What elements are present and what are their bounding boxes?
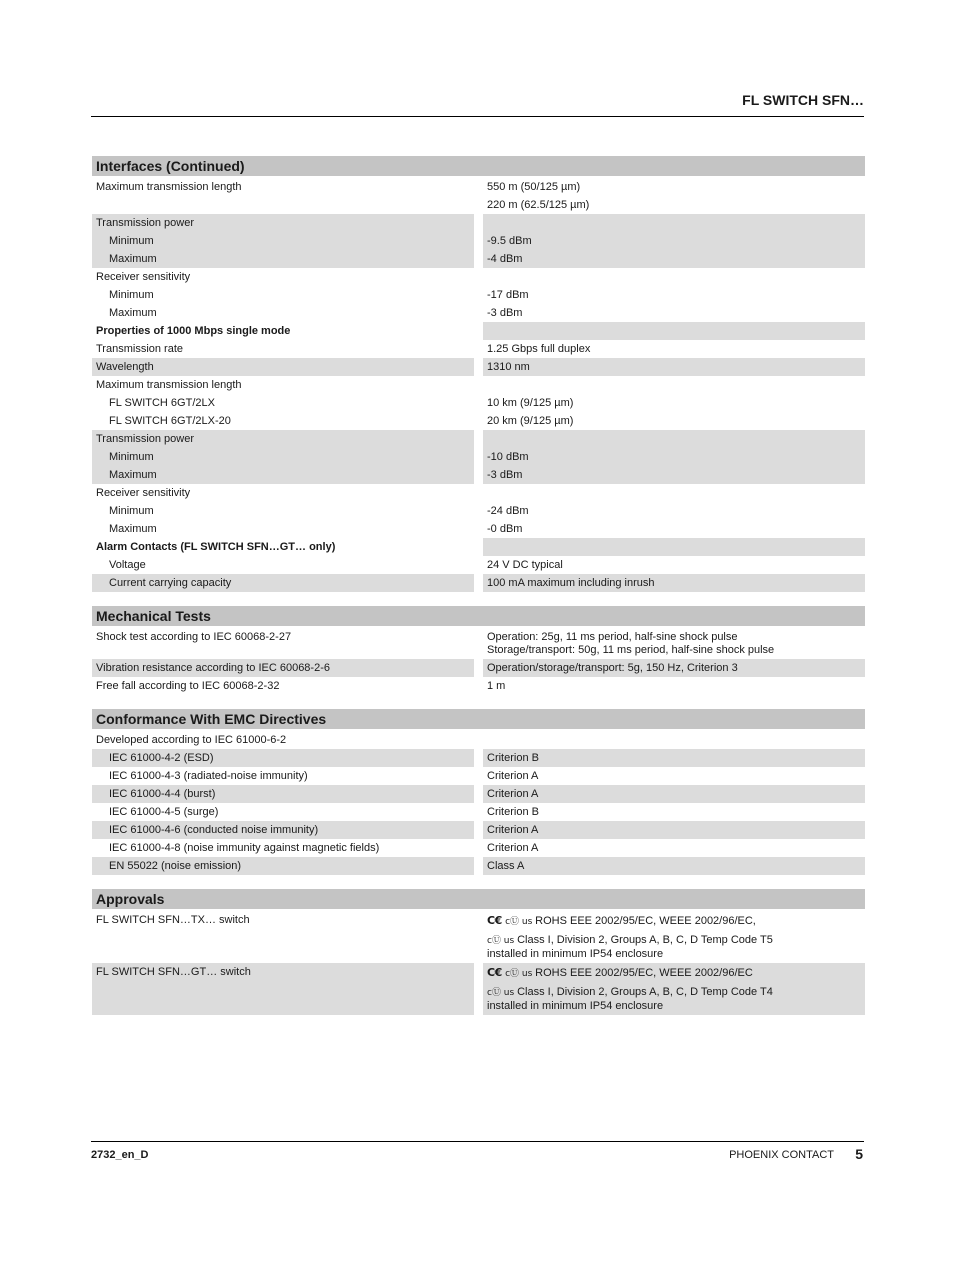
label-line: Minimum [109,504,154,517]
value-line [487,734,861,747]
table-row [92,484,865,538]
label-line: IEC 61000-4-2 (ESD) [109,751,214,764]
row-label [92,556,474,574]
value-line: -10 dBm [487,450,529,463]
spec-tables [92,156,865,1029]
value-line: Operation/storage/transport: 5g, 150 Hz, Criterion 3 [487,661,738,674]
table-row [92,430,865,484]
row-value [483,484,865,538]
row-label [92,767,474,785]
value-line [487,433,861,446]
value-line: 220 m (62.5/125 µm) [487,198,590,211]
value-line: Operation: 25g, 11 ms period, half-sine shock pulse Storage/transport: 50g, 11 ms period, half-sine shock pulse [487,630,775,656]
row-value [483,821,865,839]
value-line: -9.5 dBm [487,234,532,247]
label-line: Maximum [109,468,157,481]
label-line: FL SWITCH 6GT/2LX-20 [109,414,231,427]
row-value [483,785,865,803]
row-label [92,628,474,659]
label-line: Minimum [109,234,154,247]
label-line: Vibration resistance according to IEC 60068-2-6 [96,661,330,674]
table-row [92,911,865,963]
table-row [92,749,865,767]
row-label [92,659,474,677]
row-value [483,749,865,767]
label-line: IEC 61000-4-4 (burst) [109,787,216,800]
row-label [92,358,474,376]
section-1 [92,606,865,695]
footer-rule [91,1141,864,1142]
row-label [92,749,474,767]
approval-text: Class I, Division 2, Groups A, B, C, D Temp Code T4 installed in minimum IP54 enclosure [487,985,773,1012]
value-line: 1.25 Gbps full duplex [487,342,591,355]
table-row [92,821,865,839]
row-value [483,178,865,214]
row-label [92,839,474,857]
row-value [483,358,865,376]
row-value [483,659,865,677]
ce-mark-icon: C€ [487,965,506,979]
row-value [483,839,865,857]
value-line [487,986,861,1013]
row-label [92,484,474,538]
section-header: Conformance With EMC Directives [92,709,865,729]
row-label [92,214,474,268]
row-label [92,857,474,875]
row-label [92,268,474,322]
row-value [483,268,865,322]
row-label [92,677,474,695]
row-label [92,821,474,839]
label-line: Minimum [109,450,154,463]
row-value [483,911,865,963]
value-line: Criterion A [487,841,539,854]
section-3 [92,889,865,1015]
value-line: 10 km (9/125 µm) [487,396,574,409]
table-row [92,358,865,376]
table-row [92,574,865,592]
table-row [92,268,865,322]
value-line [487,914,861,929]
value-line: Class A [487,859,525,872]
label-line: Minimum [109,288,154,301]
row-value [483,340,865,358]
table-row [92,963,865,1015]
footer-doc-number: 2732_en_D [91,1149,149,1161]
label-line: EN 55022 (noise emission) [109,859,242,872]
value-line: -24 dBm [487,504,529,517]
section-2 [92,709,865,875]
label-line: IEC 61000-4-5 (surge) [109,805,219,818]
row-value [483,214,865,268]
label-line: Current carrying capacity [109,576,232,589]
label-line: Receiver sensitivity [96,486,191,499]
row-value [483,857,865,875]
value-line [487,541,861,554]
section-header: Mechanical Tests [92,606,865,626]
row-value [483,803,865,821]
value-line: Criterion B [487,805,539,818]
cul-us-mark-icon: cⓊ us [487,935,518,946]
row-value [483,574,865,592]
label-line: Maximum transmission length [96,378,242,391]
value-line [487,966,861,981]
row-label [92,178,474,214]
table-row [92,376,865,430]
value-line: -4 dBm [487,252,523,265]
table-row [92,322,865,340]
label-line: FL SWITCH SFN…TX… switch [96,913,250,926]
row-value [483,628,865,659]
cul-us-mark-icon: cⓊ us [505,968,536,979]
ce-mark-icon: C€ [487,913,506,927]
table-row [92,628,865,659]
label-line: Maximum [109,522,157,535]
row-value [483,677,865,695]
row-value [483,556,865,574]
table-row [92,538,865,556]
page-number: 5 [855,1146,863,1162]
table-row [92,839,865,857]
label-line: Maximum [109,306,157,319]
row-value [483,322,865,340]
row-value [483,430,865,484]
label-line: Transmission rate [96,342,184,355]
value-line: 20 km (9/125 µm) [487,414,574,427]
table-row [92,556,865,574]
label-line: Shock test according to IEC 60068-2-27 [96,630,292,643]
row-label [92,785,474,803]
label-line: Wavelength [96,360,154,373]
row-value [483,376,865,430]
table-row [92,731,865,749]
row-value [483,767,865,785]
value-line: -3 dBm [487,468,523,481]
table-row [92,857,865,875]
header-rule [91,116,864,117]
value-line [487,325,861,338]
label-line: Developed according to IEC 61000-6-2 [96,733,287,746]
row-label [92,376,474,430]
label-line: Maximum [109,252,157,265]
section-header: Interfaces (Continued) [92,156,865,176]
row-label [92,340,474,358]
value-line: Criterion A [487,787,539,800]
value-line [487,487,861,500]
approval-text: Class I, Division 2, Groups A, B, C, D Temp Code T5 installed in minimum IP54 enclosure [487,933,773,960]
value-line: 550 m (50/125 µm) [487,180,581,193]
value-line: Criterion B [487,751,539,764]
label-line: Receiver sensitivity [96,270,191,283]
label-line: Voltage [109,558,146,571]
value-line: 1 m [487,679,506,692]
row-value [483,963,865,1015]
value-line: -0 dBm [487,522,523,535]
cul-us-mark-icon: cⓊ us [505,916,536,927]
label-line: Free fall according to IEC 60068-2-32 [96,679,280,692]
row-value [483,731,865,749]
table-row [92,677,865,695]
label-line: IEC 61000-4-8 (noise immunity against magnetic fields) [109,841,380,854]
label-line: Properties of 1000 Mbps single mode [96,324,291,337]
value-line: 24 V DC typical [487,558,563,571]
row-label [92,574,474,592]
value-line: Criterion A [487,823,539,836]
approval-text: ROHS EEE 2002/95/EC, WEEE 2002/96/EC, [535,914,756,927]
row-value [483,538,865,556]
row-label [92,803,474,821]
row-label [92,430,474,484]
row-label [92,322,474,340]
label-line: IEC 61000-4-3 (radiated-noise immunity) [109,769,308,782]
footer-brand: PHOENIX CONTACT [729,1149,834,1161]
running-header-title: FL SWITCH SFN… [742,92,864,108]
label-line: FL SWITCH 6GT/2LX [109,396,215,409]
section-0 [92,156,865,592]
label-line: IEC 61000-4-6 (conducted noise immunity) [109,823,319,836]
table-row [92,340,865,358]
label-line: FL SWITCH SFN…GT… switch [96,965,251,978]
row-label [92,963,474,1015]
label-line: Transmission power [96,216,195,229]
value-line [487,217,861,230]
value-line: -3 dBm [487,306,523,319]
table-row [92,178,865,214]
value-line: 100 mA maximum including inrush [487,576,655,589]
table-row [92,214,865,268]
value-line [487,271,861,284]
value-line: 1310 nm [487,360,530,373]
section-header: Approvals [92,889,865,909]
label-line: Transmission power [96,432,195,445]
value-line [487,379,861,392]
cul-us-mark-icon: cⓊ us [487,987,518,998]
row-label [92,731,474,749]
table-row [92,659,865,677]
label-line: Alarm Contacts (FL SWITCH SFN…GT… only) [96,540,336,553]
table-row [92,767,865,785]
row-label [92,538,474,556]
label-line: Maximum transmission length [96,180,242,193]
value-line: -17 dBm [487,288,529,301]
row-label [92,911,474,963]
table-row [92,785,865,803]
value-line [487,934,861,961]
value-line: Criterion A [487,769,539,782]
approval-text: ROHS EEE 2002/95/EC, WEEE 2002/96/EC [535,966,753,979]
table-row [92,803,865,821]
